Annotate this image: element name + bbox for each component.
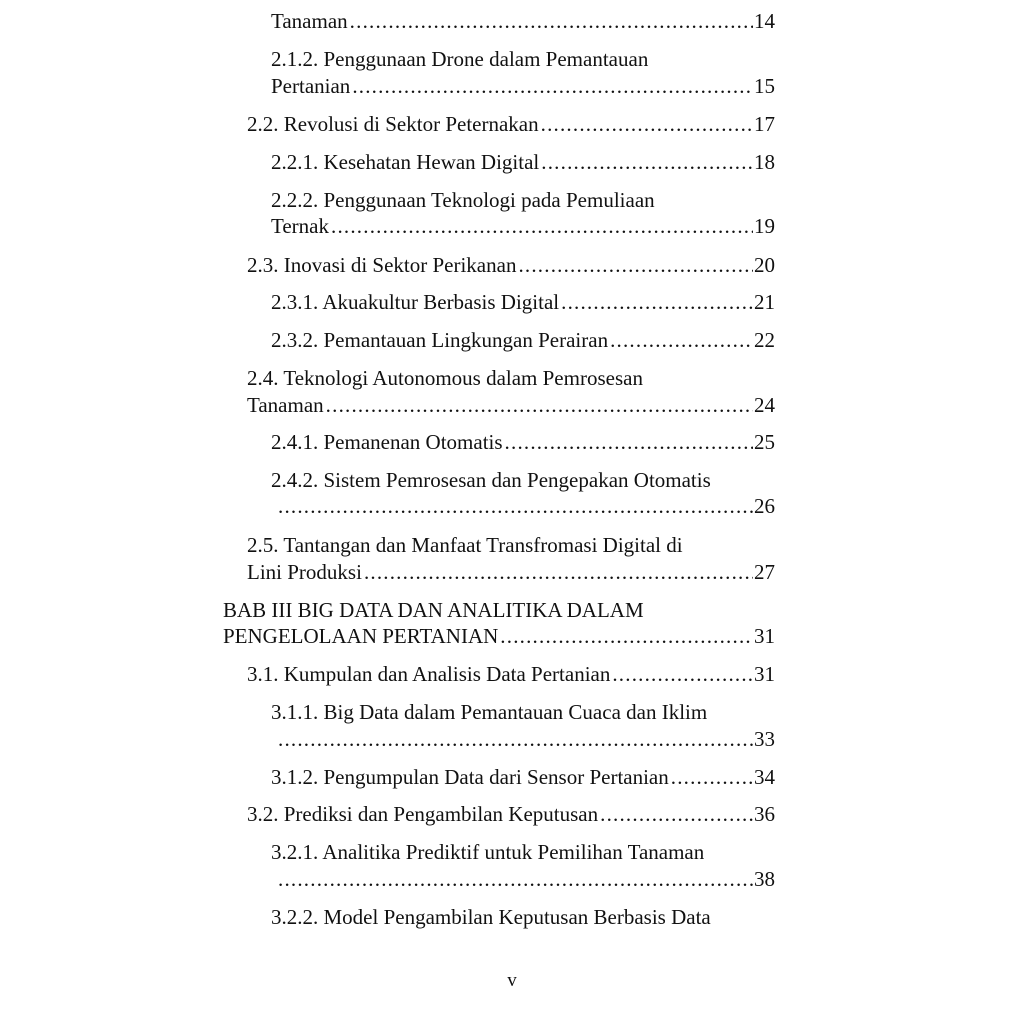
toc-entry-2-4-1[interactable] <box>271 429 775 455</box>
toc-entry-page: 18 <box>754 150 775 174</box>
toc-entry-label: 3.2. Prediksi dan Pengambilan Keputusan <box>247 802 599 826</box>
toc-entry-label-cont: Tanaman <box>247 393 324 417</box>
toc-entry-2-5[interactable] <box>247 532 683 558</box>
toc-entry-2-1-2-cont[interactable] <box>271 73 775 99</box>
dot-leader <box>541 149 753 175</box>
dot-leader <box>278 726 753 752</box>
toc-chapter-label: BAB III BIG DATA DAN ANALITIKA DALAM <box>223 598 644 622</box>
toc-entry-label: 2.5. Tantangan dan Manfaat Transfromasi Digital di <box>247 533 683 557</box>
toc-entry-page: 20 <box>754 253 775 277</box>
toc-entry-page: 22 <box>754 328 775 352</box>
toc-entry-continuation[interactable] <box>271 8 775 34</box>
toc-entry-3-2-2[interactable] <box>271 904 711 930</box>
dot-leader <box>600 801 753 827</box>
toc-entry-label: 3.2.2. Model Pengambilan Keputusan Berbasis Data <box>271 905 711 929</box>
toc-entry-2-4-2[interactable] <box>271 467 711 493</box>
toc-entry-2-4-cont[interactable] <box>247 392 775 418</box>
toc-entry-2-4-2-leader[interactable] <box>276 493 775 519</box>
toc-entry-label: 2.3.1. Akuakultur Berbasis Digital <box>271 290 560 314</box>
toc-entry-label: Tanaman <box>271 9 348 33</box>
dot-leader <box>350 8 753 34</box>
toc-entry-page: 27 <box>754 560 775 584</box>
toc-entry-2-2-2-cont[interactable] <box>271 213 775 239</box>
toc-entry-2-2[interactable] <box>247 111 775 137</box>
toc-entry-2-5-cont[interactable] <box>247 559 775 585</box>
toc-entry-bab-iii-cont[interactable] <box>223 623 775 649</box>
toc-entry-label: 2.4. Teknologi Autonomous dalam Pemrosesan <box>247 366 643 390</box>
toc-entry-3-2-1[interactable] <box>271 839 704 865</box>
toc-entry-2-4[interactable] <box>247 365 643 391</box>
toc-entry-page: 33 <box>754 727 775 751</box>
toc-entry-page: 17 <box>754 112 775 136</box>
toc-entry-label-cont: Pertanian <box>271 74 351 98</box>
toc-entry-3-1-1[interactable] <box>271 699 707 725</box>
toc-entry-label: 3.1.2. Pengumpulan Data dari Sensor Pertanian <box>271 765 669 789</box>
toc-entry-2-3-2[interactable] <box>271 327 775 353</box>
toc-entry-label: 2.4.1. Pemanenan Otomatis <box>271 430 503 454</box>
toc-entry-3-1[interactable] <box>247 661 775 687</box>
toc-entry-3-1-1-leader[interactable] <box>276 726 775 752</box>
toc-entry-label: 2.3.2. Pemantauan Lingkungan Perairan <box>271 328 609 352</box>
toc-entry-page: 19 <box>754 214 775 238</box>
dot-leader <box>500 623 753 649</box>
toc-entry-2-2-2[interactable] <box>271 187 655 213</box>
dot-leader <box>364 559 753 585</box>
toc-entry-page: 26 <box>754 494 775 518</box>
dot-leader <box>278 866 753 892</box>
page-number: v <box>507 970 517 991</box>
dot-leader <box>518 252 753 278</box>
toc-entry-page: 38 <box>754 867 775 891</box>
toc-entry-page: 24 <box>754 393 775 417</box>
dot-leader <box>541 111 753 137</box>
toc-entry-label: 3.1. Kumpulan dan Analisis Data Pertanian <box>247 662 611 686</box>
toc-entry-label-cont: Ternak <box>271 214 329 238</box>
dot-leader <box>561 289 753 315</box>
toc-entry-2-3-1[interactable] <box>271 289 775 315</box>
toc-entry-label: 3.2.1. Analitika Prediktif untuk Pemilihan Tanaman <box>271 840 705 864</box>
toc-entry-2-1-2[interactable] <box>271 46 648 72</box>
toc-entry-page: 36 <box>754 802 775 826</box>
toc-entry-page: 14 <box>754 9 775 33</box>
toc-entry-page: 31 <box>754 624 775 648</box>
toc-entry-2-3[interactable] <box>247 252 775 278</box>
toc-entry-label: 2.4.2. Sistem Pemrosesan dan Pengepakan Otomatis <box>271 468 711 492</box>
toc-entry-3-1-2[interactable] <box>271 764 775 790</box>
dot-leader <box>352 73 753 99</box>
dot-leader <box>326 392 753 418</box>
dot-leader <box>610 327 753 353</box>
toc-entry-label: 2.1.2. Penggunaan Drone dalam Pemantauan <box>271 47 649 71</box>
toc-entry-page: 21 <box>754 290 775 314</box>
toc-entry-2-2-1[interactable] <box>271 149 775 175</box>
toc-entry-page: 34 <box>754 765 775 789</box>
dot-leader <box>278 493 753 519</box>
toc-entry-3-2-1-leader[interactable] <box>276 866 775 892</box>
toc-entry-label: 2.3. Inovasi di Sektor Perikanan <box>247 253 517 277</box>
toc-entry-label: 2.2.2. Penggunaan Teknologi pada Pemuliaan <box>271 188 655 212</box>
dot-leader <box>612 661 753 687</box>
toc-chapter-label-cont: PENGELOLAAN PERTANIAN <box>223 624 499 648</box>
toc-entry-label: 3.1.1. Big Data dalam Pemantauan Cuaca dan Iklim <box>271 700 708 724</box>
dot-leader <box>331 213 753 239</box>
toc-entry-page: 31 <box>754 662 775 686</box>
toc-entry-bab-iii[interactable] <box>223 597 644 623</box>
dot-leader <box>671 764 753 790</box>
toc-entry-3-2[interactable] <box>247 801 775 827</box>
toc-entry-page: 25 <box>754 430 775 454</box>
toc-entry-label: 2.2. Revolusi di Sektor Peternakan <box>247 112 539 136</box>
toc-entry-label: 2.2.1. Kesehatan Hewan Digital <box>271 150 540 174</box>
toc-entry-label-cont: Lini Produksi <box>247 560 362 584</box>
toc-entry-page: 15 <box>754 74 775 98</box>
dot-leader <box>505 429 753 455</box>
